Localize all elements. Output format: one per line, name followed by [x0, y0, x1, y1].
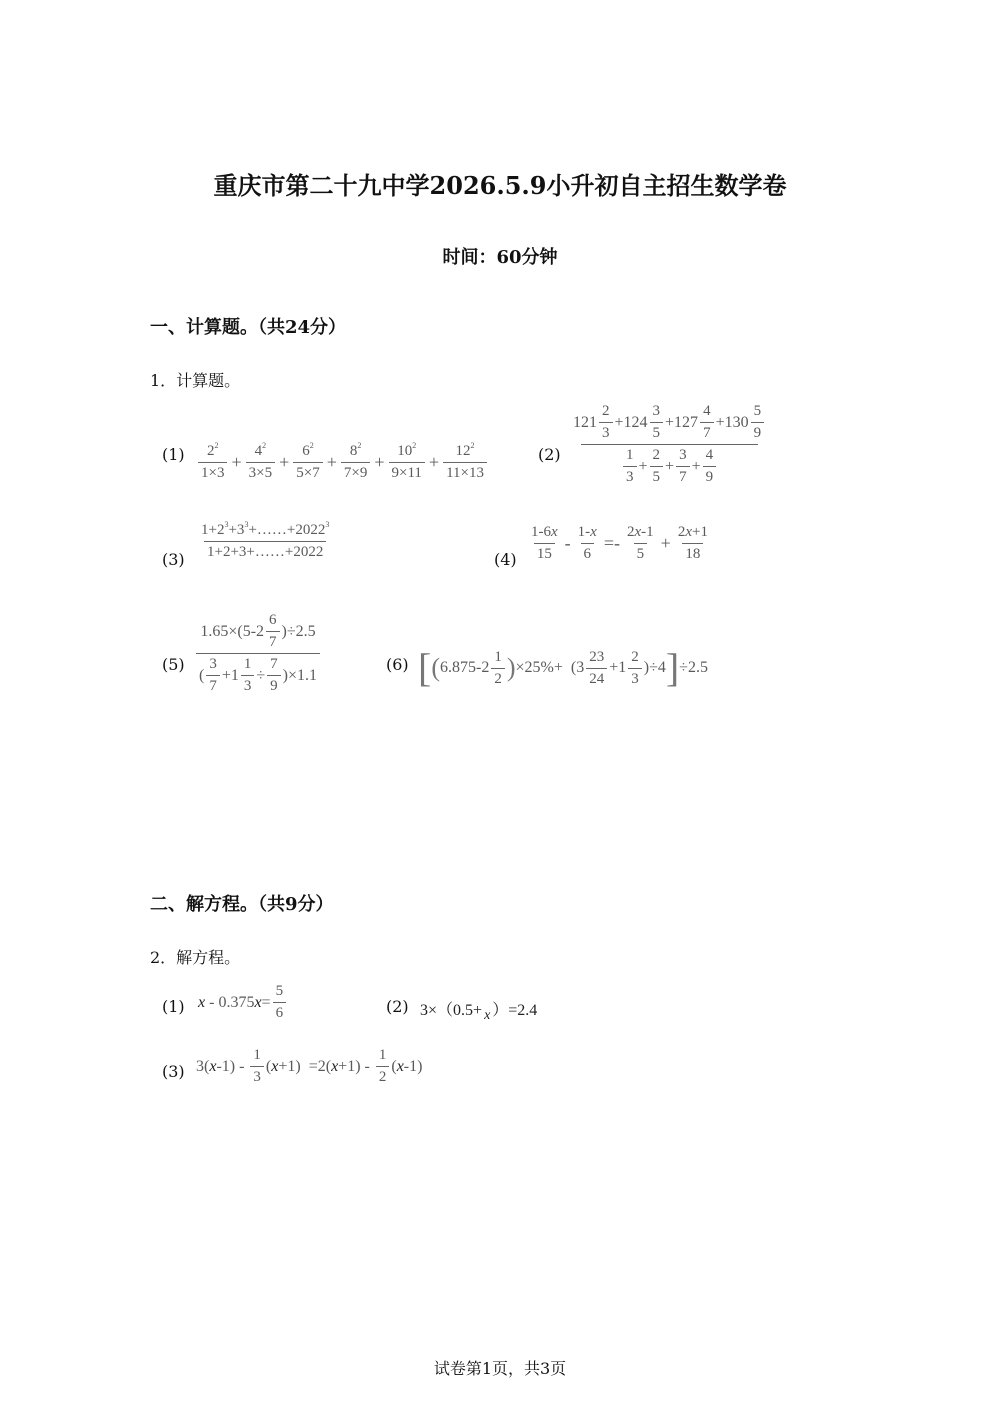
item-1-5-label: (5): [162, 655, 185, 674]
page-title: 重庆市第二十九中学2026.5.9小升初自主招生数学卷: [213, 171, 787, 200]
item-1-1-label: (1): [162, 445, 185, 464]
item-1-5-expression: 1.65×(5-2 $\frac{6}{7}$ )÷2.5 ( $\frac{3}{7}$ +1 $\frac{1}{3}$ ÷ $\frac{7}{9}$ )×1.1: [196, 612, 320, 695]
item-2-3-expression: 3( x -1) - $\frac{1}{3}$ ( x +1) =2( x +1) - $\frac{1}{2}$ ( x -1): [196, 1047, 423, 1085]
item-2-1-label: (1): [162, 997, 185, 1016]
item-1-1-expression: $\frac{2^2}{1\times 3}$ + $\frac{4^2}{3\times 5}$ + $\frac{6^2}{5\times 7}$ + $\frac{8^2}{7\times 9}$ + $\frac{10^2}{9\times 11}$ + $\frac{12^2}{11\times 13}$: [196, 443, 489, 482]
question-2-prompt: 2．解方程。: [150, 948, 241, 967]
item-2-2-expression: 3×（0.5+ x ）=2.4: [420, 1002, 538, 1023]
item-2-2-label: (2): [386, 997, 409, 1016]
item-1-6-label: (6): [386, 655, 409, 674]
item-2-3-label: (3): [162, 1062, 185, 1081]
item-1-4-label: (4): [494, 550, 517, 569]
section2-heading: 二、解方程。（共9分）: [150, 894, 334, 915]
item-1-3-label: (3): [162, 550, 185, 569]
item-1-3-expression: $\frac{1+2^3+3^3+\dots\dots+2022^3}{1+2+3+\dots\dots+2022}$: [201, 520, 330, 560]
item-2-1-expression: x - 0.375 x = $\frac{5}{6}$: [198, 983, 288, 1022]
section1-heading: 一、计算题。（共24分）: [150, 317, 347, 338]
item-1-6-expression: [ ( 6.875-2 $\frac{1}{2}$ ) ×25%+ (3 $\frac{23}{24}$ +1 $\frac{2}{3}$ )÷4 ] ÷2.5: [418, 645, 708, 690]
item-1-2-expression: 121 $\frac{2}{3}$ +124 $\frac{3}{5}$ +127 $\frac{4}{7}$ +130 $\frac{5}{9}$ $\frac{1}{3}$ + $\frac{2}{5}$ + $\frac{3}{7}$ + $\frac{4}{9}$: [570, 403, 769, 486]
time-limit: 时间：60分钟: [442, 247, 558, 268]
item-1-2-label: (2): [538, 445, 561, 464]
question-1-prompt: 1．计算题。: [150, 371, 241, 390]
item-1-4-expression: $\frac{1-6x}{15}$ - $\frac{1-x}{6}$ =- $\frac{2x-1}{5}$ + $\frac{2x+1}{18}$: [531, 524, 708, 562]
page-footer: 试卷第1页，共3页: [433, 1359, 567, 1378]
